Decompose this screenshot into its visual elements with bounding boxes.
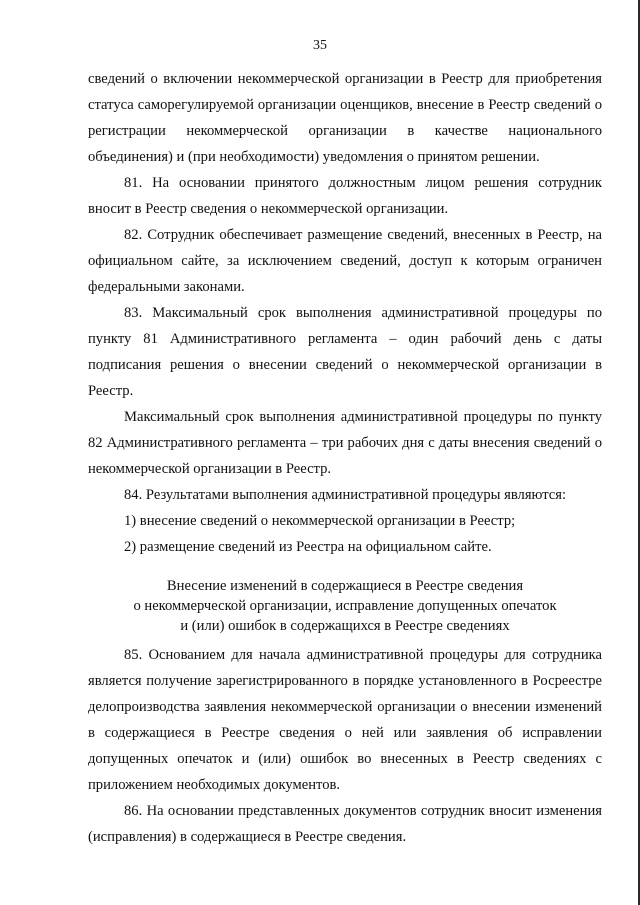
paragraph-82: 82. Сотрудник обеспечивает размещение сведений, внесенных в Реестр, на официальном сайте, за исключением сведений, доступ к которым ограничен федеральными законами. xyxy=(88,227,602,295)
page-number: 35 xyxy=(313,38,327,53)
list-item-1: 1) внесение сведений о некоммерческой организации в Реестр; xyxy=(124,513,516,529)
paragraph: сведений о включении некоммерческой организации в Реестр для приобретения статуса саморегулируемой организации оценщиков, внесение в Реестр сведений о регистрации некоммерческой организации в качестве национального объединения) и (при необходимости) уведомления о принятом решении. xyxy=(88,71,602,165)
list-item-2: 2) размещение сведений из Реестра на официальном сайте. xyxy=(124,539,492,555)
section-heading-line: Внесение изменений в содержащиеся в Реестре сведения xyxy=(166,578,524,594)
section-heading-line: и (или) ошибок в содержащихся в Реестре сведениях xyxy=(180,618,510,634)
paragraph-85: 85. Основанием для начала административной процедуры для сотрудника является получение зарегистрированного в порядке установленного в Росреестре делопроизводства заявления некоммерческой организации о внесении изменений в содержащиеся в Реестре сведения о ней или заявления об исправлении допущенных опечаток и (или) ошибок во внесенных в Реестр сведениях с приложением необходимых документов. xyxy=(88,647,602,793)
paragraph-81: 81. На основании принятого должностным лицом решения сотрудник вносит в Реестр сведения о некоммерческой организации. xyxy=(88,175,602,217)
paragraph-83-cont: Максимальный срок выполнения административной процедуры по пункту 82 Административного регламента – три рабочих дня с даты внесения сведений о некоммерческой организации в Реестр. xyxy=(88,409,602,477)
document-body xyxy=(88,66,602,850)
paragraph-86: 86. На основании представленных документов сотрудник вносит изменения (исправления) в содержащиеся в Реестре сведения. xyxy=(88,803,602,845)
section-heading xyxy=(88,576,602,636)
paragraph-83: 83. Максимальный срок выполнения административной процедуры по пункту 81 Административного регламента – один рабочий день с даты подписания решения о внесении сведений о некоммерческой организации в Реестр. xyxy=(88,305,602,399)
paragraph-84: 84. Результатами выполнения административной процедуры являются: xyxy=(124,487,567,503)
section-heading-line: о некоммерческой организации, исправление допущенных опечаток xyxy=(133,598,557,614)
